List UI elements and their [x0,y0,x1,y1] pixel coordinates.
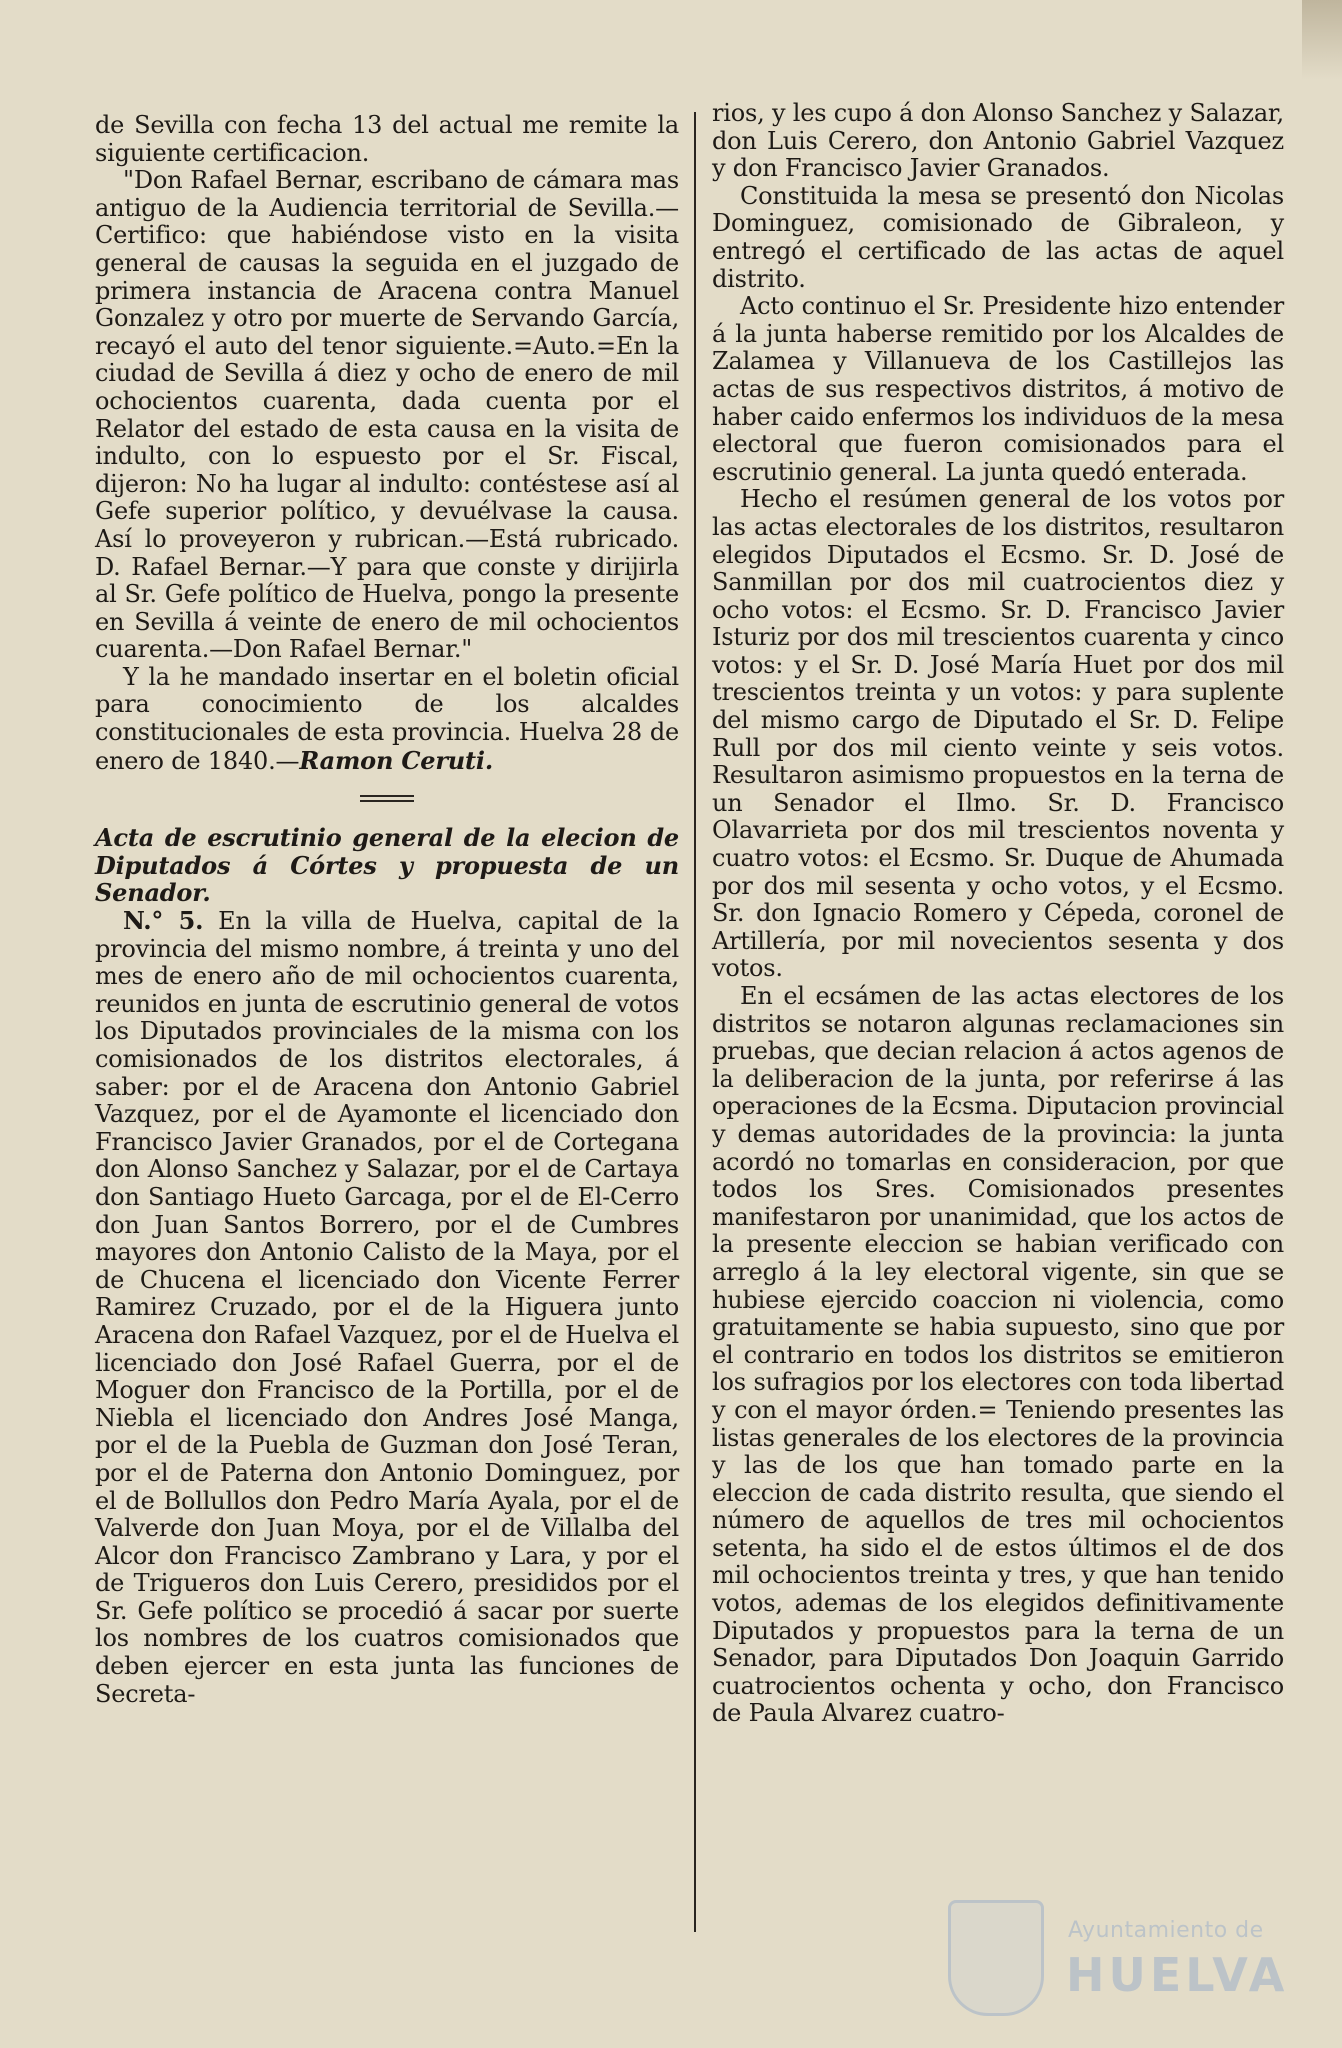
right-column [712,100,1284,1728]
left-paragraph-1: de Sevilla con fecha 13 del actual me remite la siguiente certificacion. [95,111,679,167]
ayuntamiento-watermark [948,1900,1289,2020]
page-corner-shadow [1302,0,1342,80]
right-paragraph-resumen: Hecho el resúmen general de los votos por las actas electorales de los distritos, resultaron elegidos Diputados el Ecsmo. Sr. D. José de Sanmillan por dos mil cuatrocientos diez y ocho votos: el Ecsmo. Sr. D. Francisco Javier Isturiz por dos mil trescientos cuarenta y cinco votos: y el Sr. D. José María Huet por dos mil trescientos treinta y un votos: y para suplente del mismo cargo de Diputado el Sr. D. Felipe Rull por dos mil ciento veinte y seis votos. Resultaron asimismo propuestos en la terna de un Senador el Ilmo. Sr. D. Francisco Olavarrieta por dos mil trescientos noventa y cuatro votos: el Ecsmo. Sr. Duque de Ahumada por dos mil sesenta y ocho votos, y el Ecsmo. Sr. don Ignacio Romero y Cépeda, coronel de Artillería, por mil novecientos sesenta y dos votos. [712,485,1284,983]
left-column [95,112,679,1708]
left-paragraph-acta [95,907,679,1708]
acta-text: En la villa de Huelva, capital de la provincia del mismo nombre, á treinta y uno del mes de enero año de mil ochocientos cuarenta, reunidos en junta de escrutinio general de votos los Diputados provinciales de la misma con los comisionados de los distritos electorales, á saber: por el de Aracena don Antonio Gabriel Vazquez, por el de Ayamonte el licenciado don Francisco Javier Granados, por el de Cortegana don Alonso Sanchez y Salazar, por el de Cartaya don Santiago Hueto Garcaga, por el de El-Cerro don Juan Santos Borrero, por el de Cumbres mayores don Antonio Calisto de la Maya, por el de Chucena el licenciado don Vicente Ferrer Ramirez Cruzado, por el de la Higuera junto Aracena don Rafael Vazquez, por el de Huelva el licenciado don José Rafael Guerra, por el de Moguer don Francisco de la Portilla, por el de Niebla el licenciado don Andres José Manga, por el de la Puebla de Guzman don José Teran, por el de Paterna don Antonio Dominguez, por el de Bollullos don Pedro María Ayala, por el de Valverde don Juan Moya, por el de Villalba del Alcor don Francisco Zambrano y Lara, y por el de Trigueros don Luis Cerero, presididos por el Sr. Gefe político se procedió á sacar por suerte los nombres de los cuatros comisionados que deben ejercer en esta junta las funciones de Secreta- [95,907,679,1708]
column-divider [694,112,696,1932]
section-separator [360,795,414,802]
insertion-text: Y la he mandado insertar en el boletin oficial para conocimiento de los alcaldes constitucionales de esta provincia. Huelva 28 de enero de 1840.— [95,662,679,775]
watermark-line-1: Ayuntamiento de [1068,1918,1264,1943]
right-paragraph-presidente: Acto continuo el Sr. Presidente hizo entender á la junta haberse remitido por los Alcaldes de Zalamea y Villanueva de los Castillejos las actas de sus respectivos distritos, á motivo de haber caido enfermos los individuos de la mesa electoral que fueron comisionados para el escrutinio general. La junta quedó enterada. [712,292,1284,486]
watermark-line-2: HUELVA [1066,1948,1289,2002]
acta-number: N.° 5. [123,906,204,936]
right-paragraph-1: rios, y les cupo á don Alonso Sanchez y Salazar, don Luis Cerero, don Antonio Gabriel Vazquez y don Francisco Javier Granados. [712,99,1284,183]
left-paragraph-insertion [95,664,679,775]
shield-icon [948,1900,1044,2016]
left-paragraph-certification: "Don Rafael Bernar, escribano de cámara mas antiguo de la Audiencia territorial de Sevilla.—Certifico: que habiéndose visto en la visita general de causas la seguida en el juzgado de primera instancia de Aracena contra Manuel Gonzalez y otro por muerte de Servando García, recayó el auto del tenor siguiente.=Auto.=En la ciudad de Sevilla á diez y ocho de enero de mil ochocientos cuarenta, dada cuenta por el Relator del estado de esta causa en la visita de indulto, con lo espuesto por el Sr. Fiscal, dijeron: No ha lugar al indulto: contéstese así al Gefe superior político, y devuélvase la causa. Así lo proveyeron y rubrican.—Está rubricado. D. Rafael Bernar.—Y para que conste y dirijirla al Sr. Gefe político de Huelva, pongo la presente en Sevilla á veinte de enero de mil ochocientos cuarenta.—Don Rafael Bernar." [95,166,679,664]
right-paragraph-ecsamen: En el ecsámen de las actas electores de los distritos se notaron algunas reclamaciones sin pruebas, que decian relacion á actos agenos de la deliberacion de la junta, por referirse á las operaciones de la Ecsma. Diputacion provincial y demas autoridades de la provincia: la junta acordó no tomarlas en consideracion, por que todos los Sres. Comisionados presentes manifestaron por unanimidad, que los actos de la presente eleccion se habian verificado con arreglo á la ley electoral vigente, sin que se hubiese ejercido coaccion ni violencia, como gratuitamente se habia supuesto, sino que por el contrario en todos los distritos se emitieron los sufragios por los electores con toda libertad y con el mayor órden.= Teniendo presentes las listas generales de los electores de la provincia y las de los que han tomado parte en la eleccion de cada distrito resulta, que siendo el número de aquellos de tres mil ochocientos setenta, ha sido el de estos últimos el de dos mil ochocientos treinta y tres, y que han tenido votos, ademas de los elegidos definitivamente Diputados y propuestos para la terna de un Senador, para Diputados Don Joaquin Garrido cuatrocientos ochenta y ocho, don Francisco de Paula Alvarez cuatro- [712,982,1284,1728]
section-heading: Acta de escrutinio general de la elecion de Diputados á Córtes y propuesta de un Senador. [95,823,679,908]
right-paragraph-mesa: Constituida la mesa se presentó don Nicolas Dominguez, comisionado de Gibraleon, y entregó el certificado de las actas de aquel distrito. [712,181,1284,293]
signature-ramon-ceruti: Ramon Ceruti. [299,745,494,775]
